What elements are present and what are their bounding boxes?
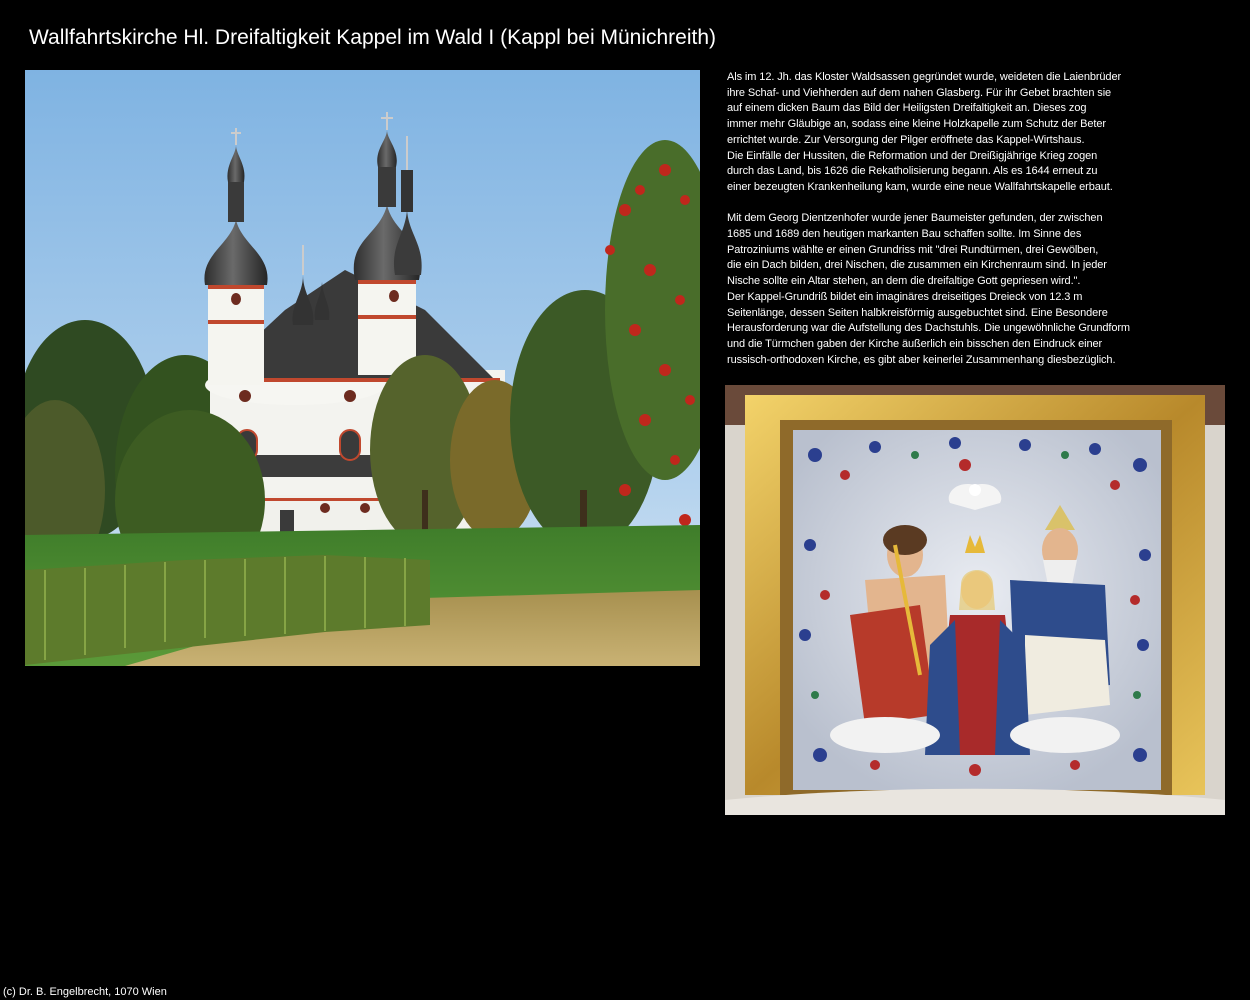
church-exterior-photo (25, 70, 700, 666)
page-title: Wallfahrtskirche Hl. Dreifaltigkeit Kappel im Wald I (Kappl bei Münichreith) (29, 26, 717, 49)
description-text (727, 70, 1197, 368)
description-paragraph-1: Als im 12. Jh. das Kloster Waldsassen gegründet wurde, weideten die Laienbrüder ihre Schaf- und Viehherden auf dem nahen Glasberg. Für ihr Gebet brachten sie auf einem dicken Baum das Bild der Heiligsten Dreifaltigkeit an. Dieses zog immer mehr Gläubige an, sodass eine kleine Holzkapelle zum Schutz der Beter errichtet wurde. Zur Versorgung der Pilger eröffnete das Kappel-Wirtshaus. Die Einfälle der Hussiten, die Reformation und der Dreißigjährige Krieg zogen durch das Land, bis 1626 die Rekatholisierung begann. Als es 1644 erneut zu einer bezeugten Krankenheilung kam, wurde eine neue Wallfahrtskapelle erbaut. (727, 71, 1122, 193)
copyright-footer: (c) Dr. B. Engelbrecht, 1070 Wien (3, 986, 167, 998)
description-paragraph-2: Mit dem Georg Dientzenhofer wurde jener Baumeister gefunden, der zwischen 1685 und 1689 den heutigen markanten Bau schaffen sollte. Im Sinne des Patroziniums wählte er einen Grundriss mit "drei Rundtürmen, drei Gewölben, die ein Dach bilden, drei Nischen, die zusammen ein Kirchenraum sind. In jeder Nische sollte ein Altar stehen, an dem die dreifaltige Gott gepriesen wird.". Der Kappel-Grundriß bildet ein imaginäres dreiseitiges Dreieck von 12.3 m Seitenlänge, dessen Seiten halbkreisförmig ausgebuchtet sind. Eine Besondere Herausforderung war die Aufstellung des Dachstuhls. Die ungewöhnliche Grundform und die Türmchen gaben der Kirche äußerlich ein bisschen den Eindruck einer russisch-orthodoxen Kirche, es gibt aber keinerlei Zusammenhang diesbezüglich. (727, 212, 1130, 366)
altar-relief-photo (725, 385, 1225, 815)
